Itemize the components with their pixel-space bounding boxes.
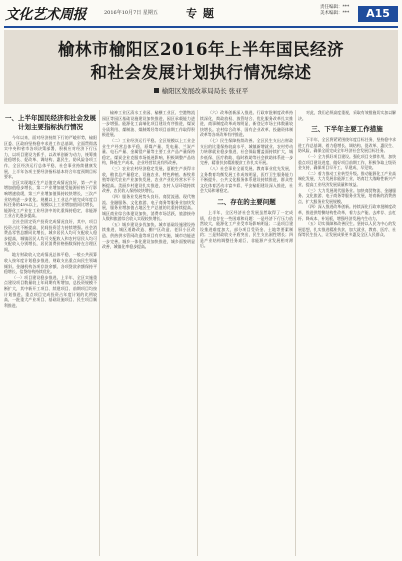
section-heading-2: 二、存在的主要问题 xyxy=(217,197,276,206)
body-paragraph: 对此，我们必须高度重视，采取有效措施切实加以解决。 xyxy=(298,110,396,121)
body-paragraph: （五）城乡建设步伐加快。城市基础设施建设持续推进，城区道路改造、棚户区改造、老旧小区改造、供热供水管网改造等项目有序实施，城市功能进一步完善。城乡一体化建设加快推进，城乡面貌明显改善，城镇化率稳步提高。 xyxy=(102,221,195,250)
body-paragraph: （八）社会事业全面发展。教育事业优先发展，义务教育均衡发展工作成效明显，医疗卫生服务能力不断提升，公共文化服务体系建设持续推进，群众性文化体育活动丰富多彩，平安榆阳建设深入推进，社会大局和谐稳定。 xyxy=(200,165,293,194)
body-paragraph: （六）改革创新深入推进。行政审批制度改革持续深化，简政放权、放管结合、优化服务改革扎实推进，商事制度改革成效明显，新登记市场主体数量较快增长。农村综合改革、国有企业改革、投融资体制改革等各项改革有序推进。 xyxy=(200,110,293,138)
byline xyxy=(4,86,398,95)
body-paragraph: （三）农业农村经济稳定发展。夏粮生产获得丰收，粮食总产量稳定，设施农业、特色种植、畜牧养殖等现代农业产业加快发展，农业产业化经营水平不断提高。美丽乡村建设扎实推进，农村人居环境持续改善，农民收入保持较快增长。 xyxy=(102,165,195,194)
section-heading-3: 三、下半年主要工作措施 xyxy=(311,125,383,134)
column-divider xyxy=(99,110,100,556)
editor-line: 责任编辑：*** xyxy=(320,5,350,10)
column-divider xyxy=(295,110,296,556)
body-paragraph: （三）大力发展现代服务业。加快商贸物流、金融服务、文化旅游、电子商务等服务业发展，培育新的消费热点，扩大服务业发展规模。 xyxy=(298,187,396,204)
body-paragraph: （五）切实保障和改善民生。坚持以人民为中心的发展思想，扎实推进精准扶贫，加大就业、教育、医疗、社保等民生投入，让发展成果更多惠及全区人民群众。 xyxy=(298,221,396,238)
body-paragraph: 下半年，全区将紧紧围绕年度目标任务，坚持稳中求进工作总基调，着力稳增长、调结构、促改革、惠民生、防风险，确保全面完成全年经济社会发展目标任务。 xyxy=(298,137,396,154)
body-column-2 xyxy=(102,110,195,558)
body-column-3 xyxy=(200,110,293,558)
issue-date: 2016年10月7日 星期五 xyxy=(104,10,158,16)
title-banner xyxy=(4,30,398,104)
page-header xyxy=(0,0,402,30)
body-paragraph: 地方财政收入完成情况总体平稳，一般公共预算收入按年度计划稳步推进，财政支出重点向民生领域倾斜。金融机构各项存款余额、各项贷款余额保持平稳增长，信贷结构持续优化。 xyxy=(4,252,97,275)
body-paragraph: 今年以来，面对经济持续下行的严峻形势，榆阳区委、区政府坚持稳中求进工作总基调，全面贯彻落实中央和省市各项决策部署，积极应对经济下行压力，以项目建设为抓手，以改革创新为动力，统筹推进稳增长、促改革、调结构、惠民生、防风险各项工作，全区经济运行总体平稳，社会事业持续健康发展，上半年各项主要经济指标基本符合年度预期目标要求。 xyxy=(4,135,97,180)
designer-line: 美术编辑：*** xyxy=(320,11,350,16)
body-paragraph: （二）着力推动工业转型升级。推动能源化工产业高端化发展，大力发展非能源工业，培育壮大战略性新兴产业，提高工业经济发展质量和效益。 xyxy=(298,170,396,187)
page-number: A15 xyxy=(358,6,398,22)
body-paragraph: （一）项目建设稳步推进。上半年，全区实施重点建设项目数量较上年同期有所增加，总投资规模不断扩大，其中新开工项目、续建项目、前期项目均按计划推进。重点项目完成投资占年度计划的比例较高，一批重大产业项目、基础设施项目、民生项目顺利推进。 xyxy=(4,274,97,308)
body-paragraph: 全区实现地区生产总值完成情况良好，第一产业增加值稳步增长，第二产业增加值受能源价格下行影响增速放缓，第三产业增加值保持较快增长，三次产业结构进一步优化。规模以上工业总产值完成年度目标任务的45%以上，规模以上工业增加值同比增长，能源化工产业在工业经济中的比重保持稳定，非能源工业占比逐步提高。 xyxy=(4,179,97,219)
article-title-line2: 和社会发展计划执行情况综述 xyxy=(90,63,312,82)
body-paragraph: 榆神工业区清水工业园、榆横工业区、空港物流园区等园区基础设施建设加快推进，园区承载能力进一步增强。能源化工高端化项目建设有序推进，煤炭分质利用、煤制油、煤制烯烃等项目前期工作取得积极进展。 xyxy=(102,110,195,138)
column-divider xyxy=(197,110,198,556)
body-paragraph: （二）工业经济运行平稳。全区规模以上工业企业生产经营总体平稳，原煤产量、发电量、兰炭产量、电石产量、金属镁产量等主要工业产品产量保持稳定。煤炭企业克服市场低迷影响，积极调整产品结构，降低生产成本，企业经营状况有所改善。 xyxy=(102,137,195,166)
byline-text: 榆阳区发展改革局局长 张亚平 xyxy=(161,87,249,95)
body-paragraph: （一）全力抓好项目建设。强化项目支撑作用，加快重点项目建设进度，做好项目前期工作，积极争取上级资金支持，确保项目早开工、早建成、早见效。 xyxy=(298,153,396,171)
body-paragraph: （七）民生保障持续改善。全区民生支出占财政支出的比重保持较高水平，城镇新增就业、农村劳动力转移就业稳步推进，社会保险覆盖面持续扩大，城乡低保、医疗救助、临时救助等社会救助体系进一步完善，精准扶贫精准脱贫工作扎实开展。 xyxy=(200,137,293,166)
section-heading-1: 一、上半年国民经济和社会发展计划主要指标执行情况 xyxy=(5,114,96,131)
masthead: 文化艺术周报 xyxy=(5,7,86,23)
header-rule xyxy=(4,26,398,28)
body-column-1 xyxy=(4,110,97,558)
section-label: 专 题 xyxy=(186,7,215,20)
body-paragraph: 全社会固定资产投资完成情况良好，其中，项目投资占比不断提高，民间投资活力持续增强。社会消费品零售总额同比增长，城乡居民人均可支配收入稳步提高，城镇居民人均可支配收入和农村居民人均可支配收入分别增长，居民消费价格指数保持在合理区间。 xyxy=(4,218,97,252)
body-paragraph: 上半年，全区经济社会发展虽然取得了一定成绩，但也存在一些困难和问题：一是经济下行压力依然较大，能源化工产业受市场影响明显；二是项目建设推进难度加大，部分项目受资金、土地等要素制约；三是财政收支矛盾突出，民生支出刚性增长；四是产业结构调整任务艰巨，非能源产业发展相对滞后。 xyxy=(200,209,293,249)
bullet-square-icon xyxy=(154,88,159,93)
editor-credits xyxy=(320,5,349,17)
body-paragraph: （四）服务业发展势头良好。商贸流通、现代物流、金融服务、文化旅游、电子商务等服务业加快发展，服务业增加值占地区生产总值的比重持续提高。城区商业综合体建设加快，消费市场活跃，旅游接待人数和旅游综合收入实现较快增长。 xyxy=(102,193,195,222)
body-paragraph: （四）深入推进改革创新。持续深化行政审批制度改革，推进供给侧结构性改革，着力去产能、去库存、去杠杆、降成本、补短板，增强经济发展内生动力。 xyxy=(298,204,396,221)
article-title-line1: 榆林市榆阳区2016年上半年国民经济 xyxy=(58,40,344,59)
body-column-4 xyxy=(298,110,396,558)
